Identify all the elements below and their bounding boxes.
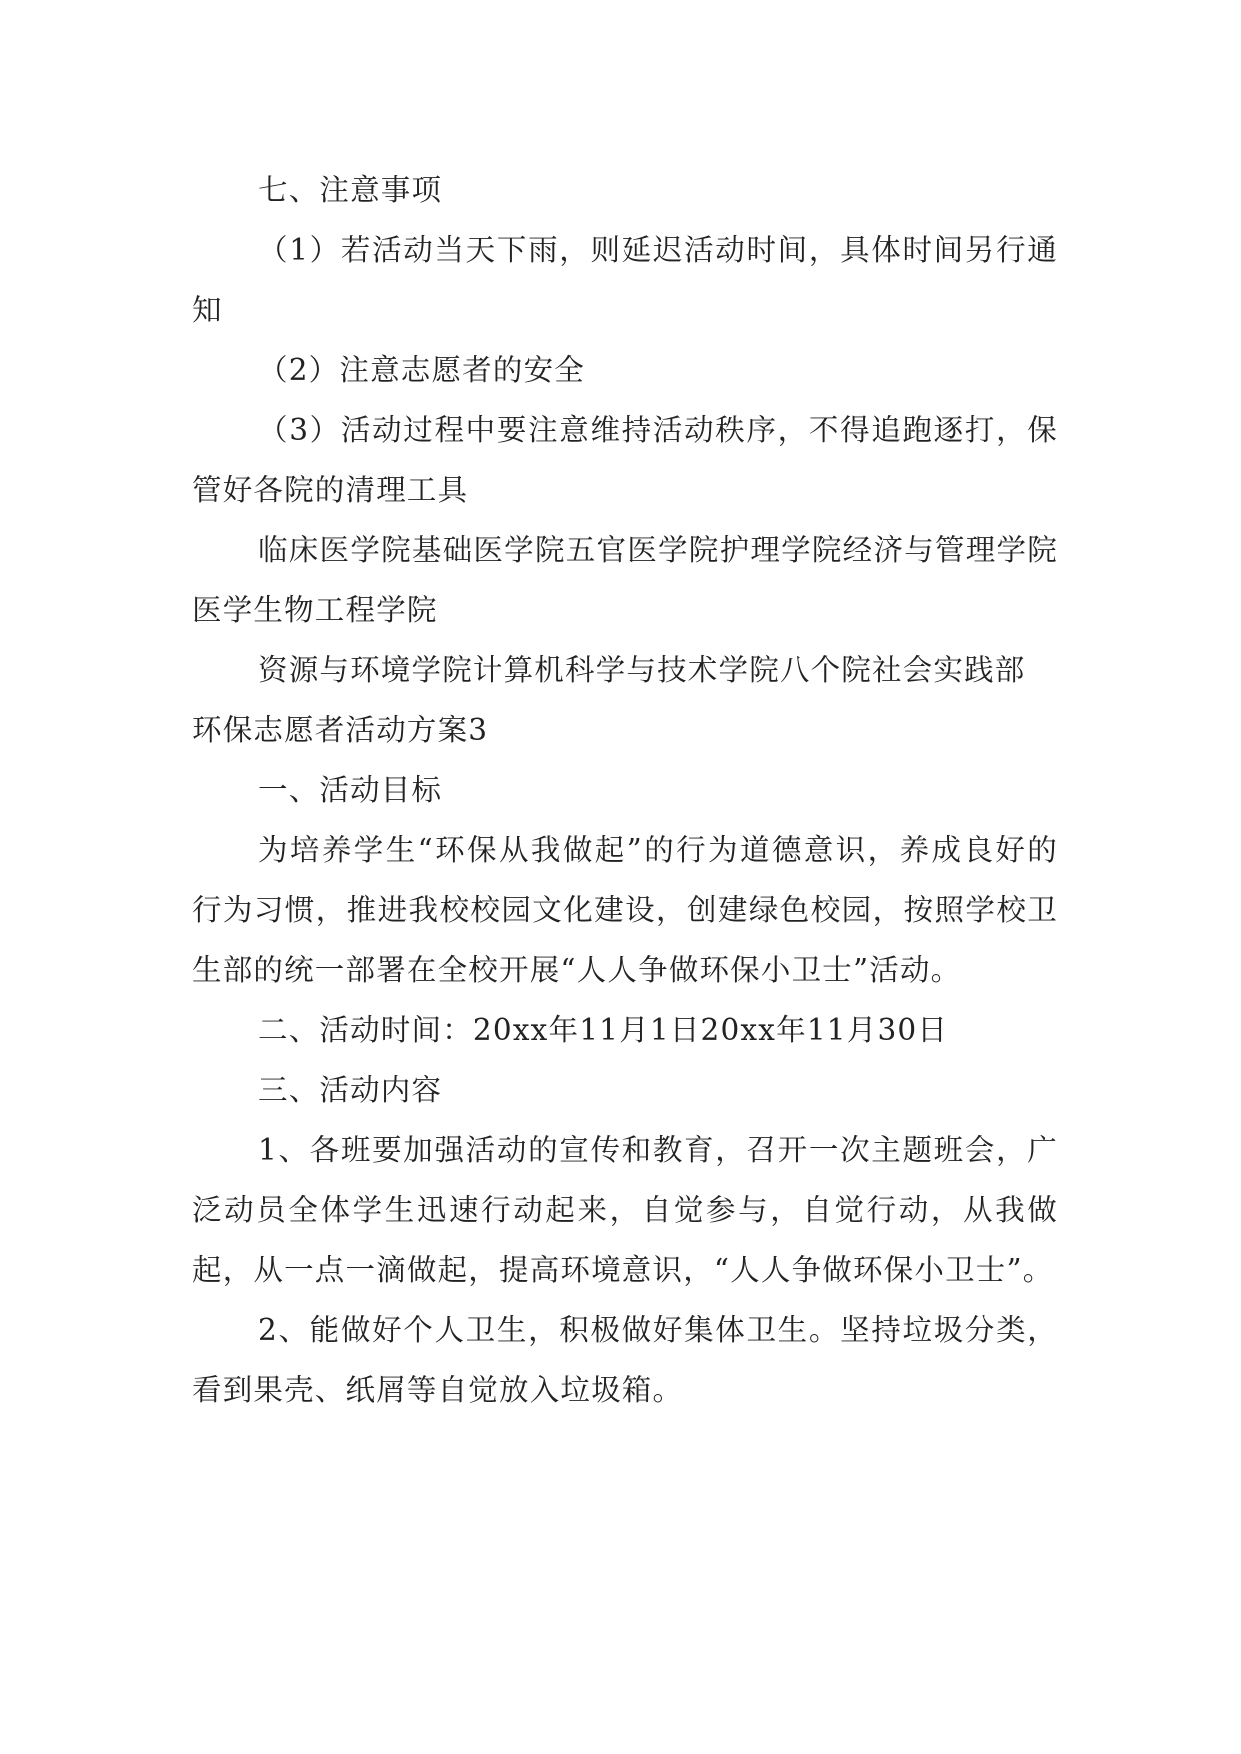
document-body [192, 160, 1058, 1420]
section-heading-content: 三、活动内容 [258, 1073, 443, 1107]
goal-paragraph: 为培养学生“环保从我做起”的行为道德意识，养成良好的行为习惯，推进我校校园文化建设，创建绿色校园，按照学校卫生部的统一部署在全校开展“人人争做环保小卫士”活动。 [192, 833, 1058, 987]
note-item-1: （1）若活动当天下雨，则延迟活动时间，具体时间另行通知 [192, 233, 1058, 327]
note-item-3: （3）活动过程中要注意维持活动秩序，不得追跑逐打，保管好各院的清理工具 [192, 413, 1058, 507]
organizer-list-2: 资源与环境学院计算机科学与技术学院八个院社会实践部 [258, 653, 1026, 687]
section-heading-notes: 七、注意事项 [258, 173, 443, 207]
organizer-list-1: 临床医学院基础医学院五官医学院护理学院经济与管理学院医学生物工程学院 [192, 533, 1058, 627]
note-item-2: （2）注意志愿者的安全 [258, 353, 585, 387]
content-item-1: 1、各班要加强活动的宣传和教育，召开一次主题班会，广泛动员全体学生迅速行动起来，自觉参与，自觉行动，从我做起，从一点一滴做起，提高环境意识，“人人争做环保小卫士”。 [192, 1133, 1058, 1287]
section-heading-goal: 一、活动目标 [258, 773, 443, 807]
plan-title: 环保志愿者活动方案3 [192, 713, 489, 747]
section-heading-time: 二、活动时间：20xx年11月1日20xx年11月30日 [258, 1013, 949, 1047]
content-item-2: 2、能做好个人卫生，积极做好集体卫生。坚持垃圾分类，看到果壳、纸屑等自觉放入垃圾箱。 [192, 1313, 1058, 1407]
